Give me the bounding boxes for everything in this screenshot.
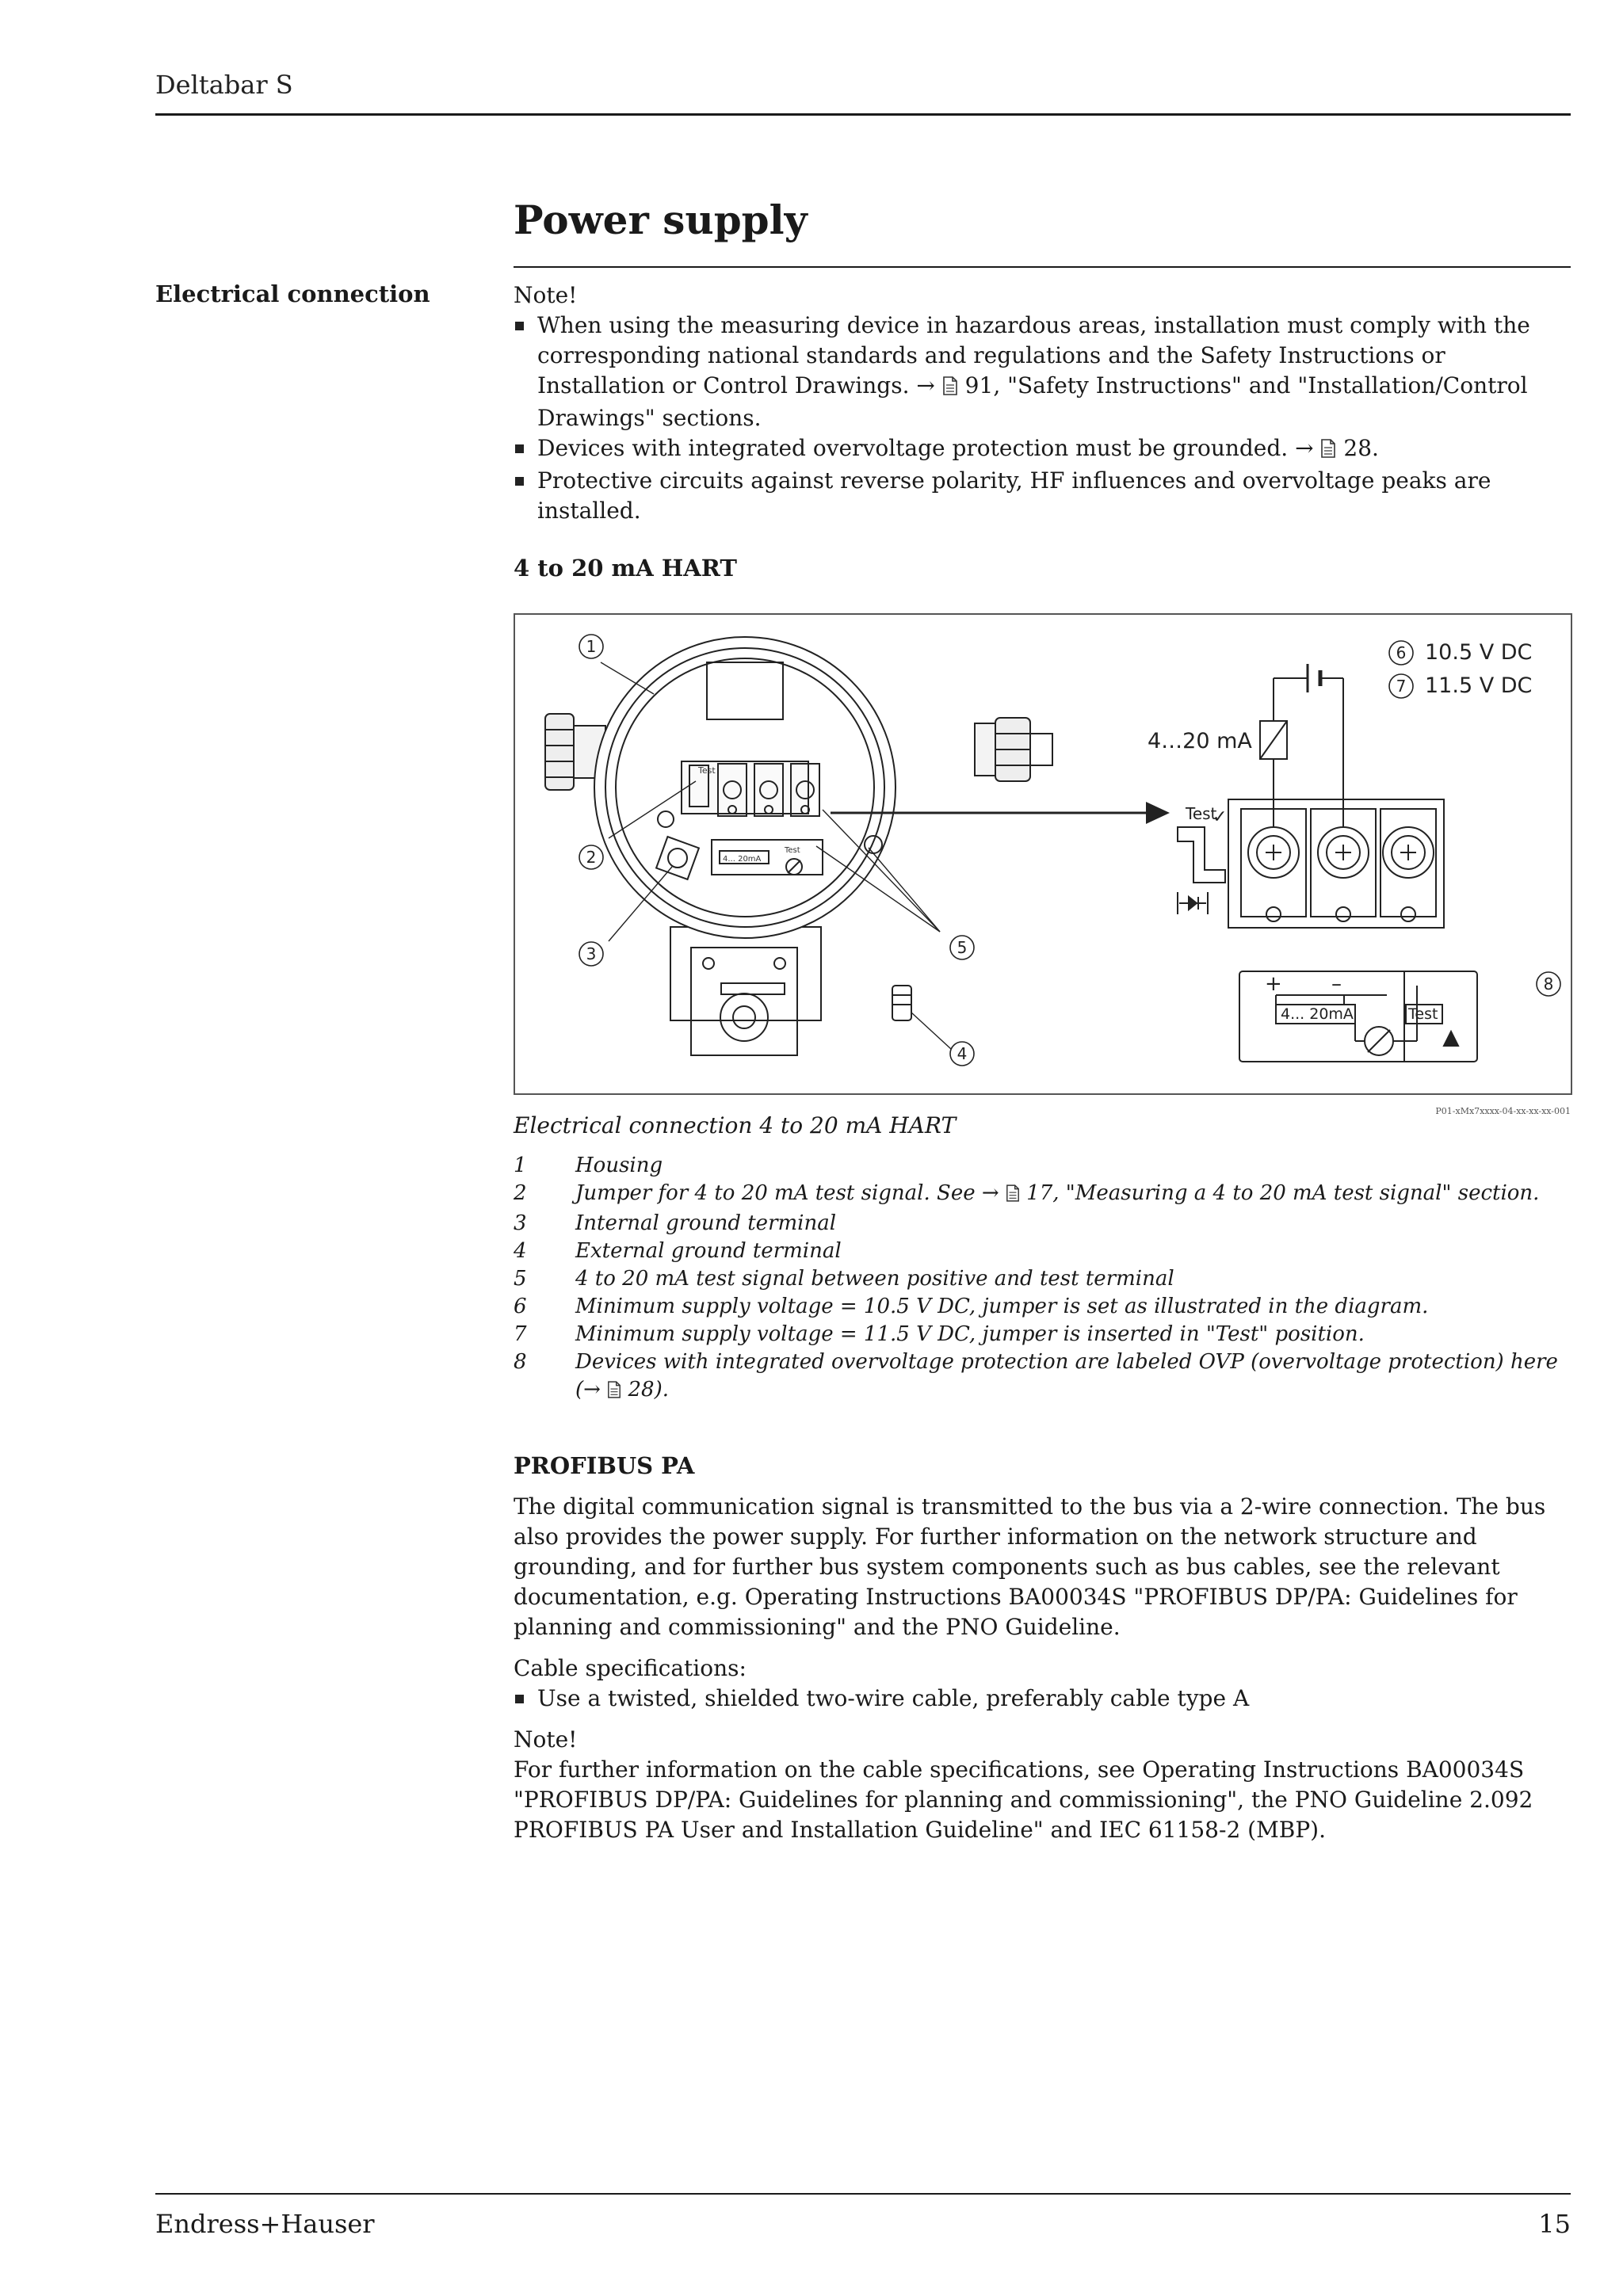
profibus-paragraph: The digital communication signal is transmitted to the bus via a 2-wire connection. The bus also provides the power supply. For further information on the network structure and grounding, and for further bus system components such as bus cables, see the relevant documentation, e.g. Operating Instructions BA00034S "PROFIBUS DP/PA: Guidelines for planning and commissioning" and the PNO Guideline. [514,1493,1546,1640]
main-content [514,280,1571,1845]
cable-spec-label: Cable specifications: [514,1655,747,1681]
footer-rule [155,2193,1571,2195]
page-number: 15 [1538,2209,1571,2239]
legend-item: 4 External ground terminal [514,1239,842,1263]
profibus-note-line: For further information on the cable specifications, see Operating Instructions BA00034S [514,1756,1525,1783]
wiring-diagram [514,613,1572,1095]
hart-heading: 4 to 20 mA HART [514,555,737,582]
svg-text:–: – [1331,972,1342,996]
profibus-note-line: PROFIBUS PA User and Installation Guideline" and IEC 61158-2 (MBP). [514,1817,1326,1843]
legend-item: 5 4 to 20 mA test signal between positive and test terminal [514,1267,1174,1291]
note-bullet: Devices with integrated overvoltage protection must be grounded. → 28. [514,433,1571,466]
callout-1: 1 [586,637,597,656]
footer-brand: Endress+Hauser [155,2209,375,2239]
page-reference-icon [1320,436,1336,466]
legend-item: 2 Jumper for 4 to 20 mA test signal. See → 17, "Measuring a 4 to 20 mA test signal" section. [514,1180,1571,1210]
svg-text:Test: Test [785,846,800,855]
svg-text:Test: Test [1408,1005,1438,1023]
svg-text:10.5 V DC: 10.5 V DC [1425,640,1533,665]
svg-text:Test: Test [1186,804,1217,823]
side-label-electrical-connection: Electrical connection [155,280,430,307]
svg-text:4... 20mA: 4... 20mA [723,855,762,864]
check-mark-icon: ✓ [1212,807,1228,827]
svg-text:4... 20mA: 4... 20mA [1281,1005,1354,1023]
running-header-title: Deltabar S [155,70,293,100]
callout-6: 6 [1396,643,1407,662]
wiring-diagram-svg [515,615,1571,1093]
note-bullet: Protective circuits against reverse polarity, HF influences and overvoltage peaks are installed. [514,466,1571,526]
page-reference-icon [1006,1182,1020,1210]
figure-reference-code: P01-xMx7xxxx-04-xx-xx-xx-001 [1435,1106,1571,1116]
figure-legend [514,1152,1571,1406]
section-title: Power supply [514,196,808,243]
callout-5: 5 [957,938,968,957]
svg-text:+: + [1265,972,1282,996]
legend-item: 7 Minimum supply voltage = 11.5 V DC, jumper is inserted in "Test" position. [514,1322,1365,1346]
svg-text:4…20 mA: 4…20 mA [1148,729,1252,753]
page-reference-icon [607,1379,621,1406]
page-reference-icon [942,373,958,403]
legend-item: 3 Internal ground terminal [514,1211,837,1235]
callout-3: 3 [586,944,597,963]
callout-8: 8 [1543,974,1554,994]
legend-item: 8 Devices with integrated overvoltage protection are labeled OVP (overvoltage protection) here (→ 28). [514,1348,1571,1406]
legend-item: 6 Minimum supply voltage = 10.5 V DC, jumper is set as illustrated in the diagram. [514,1295,1429,1318]
profibus-note-line: "PROFIBUS DP/PA: Guidelines for planning and commissioning", the PNO Guideline 2.092 [514,1787,1533,1813]
svg-text:Test: Test [698,765,716,776]
callout-2: 2 [586,848,597,867]
callout-4: 4 [957,1044,968,1063]
note-label: Note! [514,282,578,308]
section-rule [514,266,1571,268]
profibus-note-label: Note! [514,1726,578,1753]
note-bullet: When using the measuring device in hazardous areas, installation must comply with the corresponding national standards and regulations and the Safety Instructions or Installation or Control Drawings. → 91, "Safety Instructions" and "Installation/Control Drawings" sections. [514,311,1571,433]
header-rule [155,113,1571,116]
figure-caption: Electrical connection 4 to 20 mA HART [514,1112,957,1138]
callout-7: 7 [1396,677,1407,696]
legend-item: 1 Housing [514,1154,663,1177]
cable-spec-bullet: Use a twisted, shielded two-wire cable, preferably cable type A [514,1684,1571,1714]
svg-text:11.5 V DC: 11.5 V DC [1425,673,1533,698]
profibus-heading: PROFIBUS PA [514,1452,695,1479]
